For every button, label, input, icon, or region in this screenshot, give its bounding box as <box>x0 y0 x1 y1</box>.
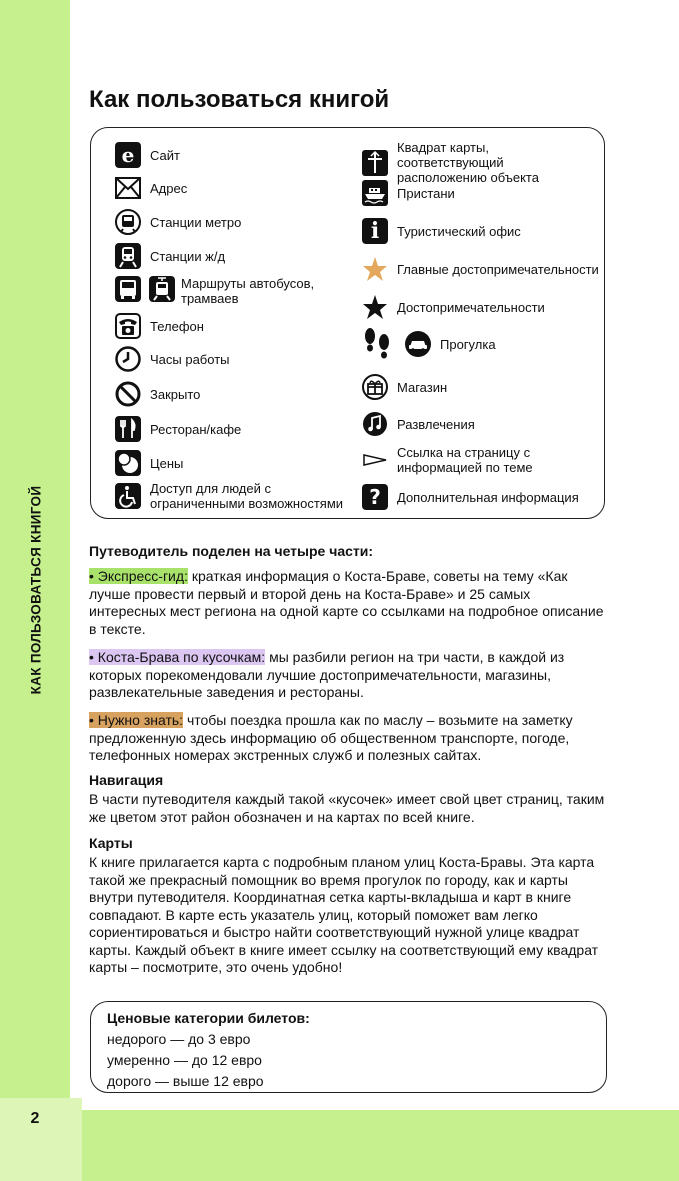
restaurant-icon <box>115 416 141 442</box>
bottom-band <box>82 1110 679 1181</box>
price-item: умеренно — до 12 евро <box>107 1052 262 1068</box>
maps-heading: Карты <box>89 835 133 851</box>
express-paragraph <box>89 568 609 638</box>
price-item: недорого — до 3 евро <box>107 1031 251 1047</box>
pieces-label: • Коста-Брава по кусочкам: <box>89 649 266 665</box>
gold-star-icon <box>362 256 388 282</box>
gift-icon <box>362 374 388 400</box>
price-item: дорого — выше 12 евро <box>107 1073 264 1089</box>
legend-item-main-sights: Главные достопримечательности <box>362 256 599 282</box>
closed-icon <box>115 381 141 407</box>
legend-item-restaurant: Ресторан/кафе <box>115 416 241 442</box>
envelope-icon <box>115 175 141 201</box>
know-label: • Нужно знать: <box>89 712 184 728</box>
legend-item-phone: Телефон <box>115 313 204 339</box>
legend-box <box>90 127 605 519</box>
train-icon <box>115 243 141 269</box>
phone-icon <box>115 313 141 339</box>
express-label: • Экспресс-гид: <box>89 568 188 584</box>
legend-item-map-grid: Квадрат карты, соответствующий расположению объекта <box>362 140 592 185</box>
legend-item-page-link: Ссылка на страницу с информацией по теме <box>362 445 567 475</box>
price-box <box>90 1001 607 1093</box>
legend-item-entertainment: Развлечения <box>362 411 475 437</box>
legend-item-sights: Достопримечательности <box>362 294 545 320</box>
legend-item-wheelchair: Доступ для людей с ограниченными возможностями <box>115 481 345 511</box>
legend-item-metro: Станции метро <box>115 209 241 235</box>
footprints-car-icon <box>362 331 432 357</box>
pieces-paragraph <box>89 649 609 702</box>
price-heading: Ценовые категории билетов: <box>107 1010 310 1026</box>
page-title: Как пользоваться книгой <box>89 86 390 113</box>
legend-item-train: Станции ж/д <box>115 243 225 269</box>
legend-item-web: e Сайт <box>115 142 180 168</box>
metro-icon <box>115 209 141 235</box>
express-text: краткая информация о Коста-Браве, советы на тему «Как лучше провести первый и второй день на Коста-Браве» и 25 самых интересных мест региона на одной карте со ссылками на подробное описание в тексте. <box>89 568 604 637</box>
clock-icon <box>115 346 141 372</box>
ship-icon <box>362 180 388 206</box>
maps-text: К книге прилагается карта с подробным планом улиц Коста-Бравы. Эта карта такой же прекрасный помощник во время прогулок по городу, как и карты внутри путеводителя. Координатная сетка карты-вкладыша и карт в книге совпадают. В карте есть указатель улиц, который поможет вам легко сориентироваться и быстро найти соответствующий нужной улице квадрат карты. Каждый объект в книге имеет ссылку на соответствующий ему квадрат карты – посмотрите, это очень удобно! <box>89 854 599 975</box>
nav-text: В части путеводителя каждый такой «кусочек» имеет свой цвет страниц, таким же цветом этот район обозначен и на картах по всей книге. <box>89 791 605 825</box>
legend-item-price: Цены <box>115 450 183 476</box>
intro-heading: Путеводитель поделен на четыре части: <box>89 543 374 559</box>
know-paragraph <box>89 712 609 765</box>
star-icon <box>362 294 388 320</box>
legend-item-address: Адрес <box>115 175 187 201</box>
know-text: чтобы поездка прошла как по маслу – возьмите на заметку предложенную здесь информацию об общественном транспорте, погоде, телефонных номерах экстренных служб и полезных сайтах. <box>89 712 573 763</box>
legend-item-ship: Пристани <box>362 180 455 206</box>
legend-item-shop: Магазин <box>362 374 447 400</box>
map-grid-icon <box>362 150 388 176</box>
question-icon: ? <box>362 484 388 510</box>
legend-item-bus-tram: Маршруты автобусов, трамваев <box>115 276 331 306</box>
legend-item-walk: Прогулка <box>362 331 496 357</box>
nav-heading: Навигация <box>89 772 164 788</box>
legend-item-closed: Закрыто <box>115 381 200 407</box>
page-number: 2 <box>30 1110 40 1127</box>
wheelchair-icon <box>115 483 141 509</box>
legend-item-more-info: ? Дополнительная информация <box>362 484 579 510</box>
side-label: КАК ПОЛЬЗОВАТЬСЯ КНИГОЙ <box>28 485 44 695</box>
music-icon <box>362 411 388 437</box>
web-icon: e <box>115 142 141 168</box>
legend-item-hours: Часы работы <box>115 346 230 372</box>
legend-item-info: i Туристический офис <box>362 218 521 244</box>
info-icon: i <box>362 218 388 244</box>
price-icon <box>115 450 141 476</box>
arrow-icon <box>362 447 388 473</box>
bus-tram-icon <box>115 276 175 302</box>
pieces-text: мы разбили регион на три части, в каждой из которых порекомендовали лучшие достопримечательности, магазины, развлекательные заведения и рестораны. <box>89 649 565 700</box>
